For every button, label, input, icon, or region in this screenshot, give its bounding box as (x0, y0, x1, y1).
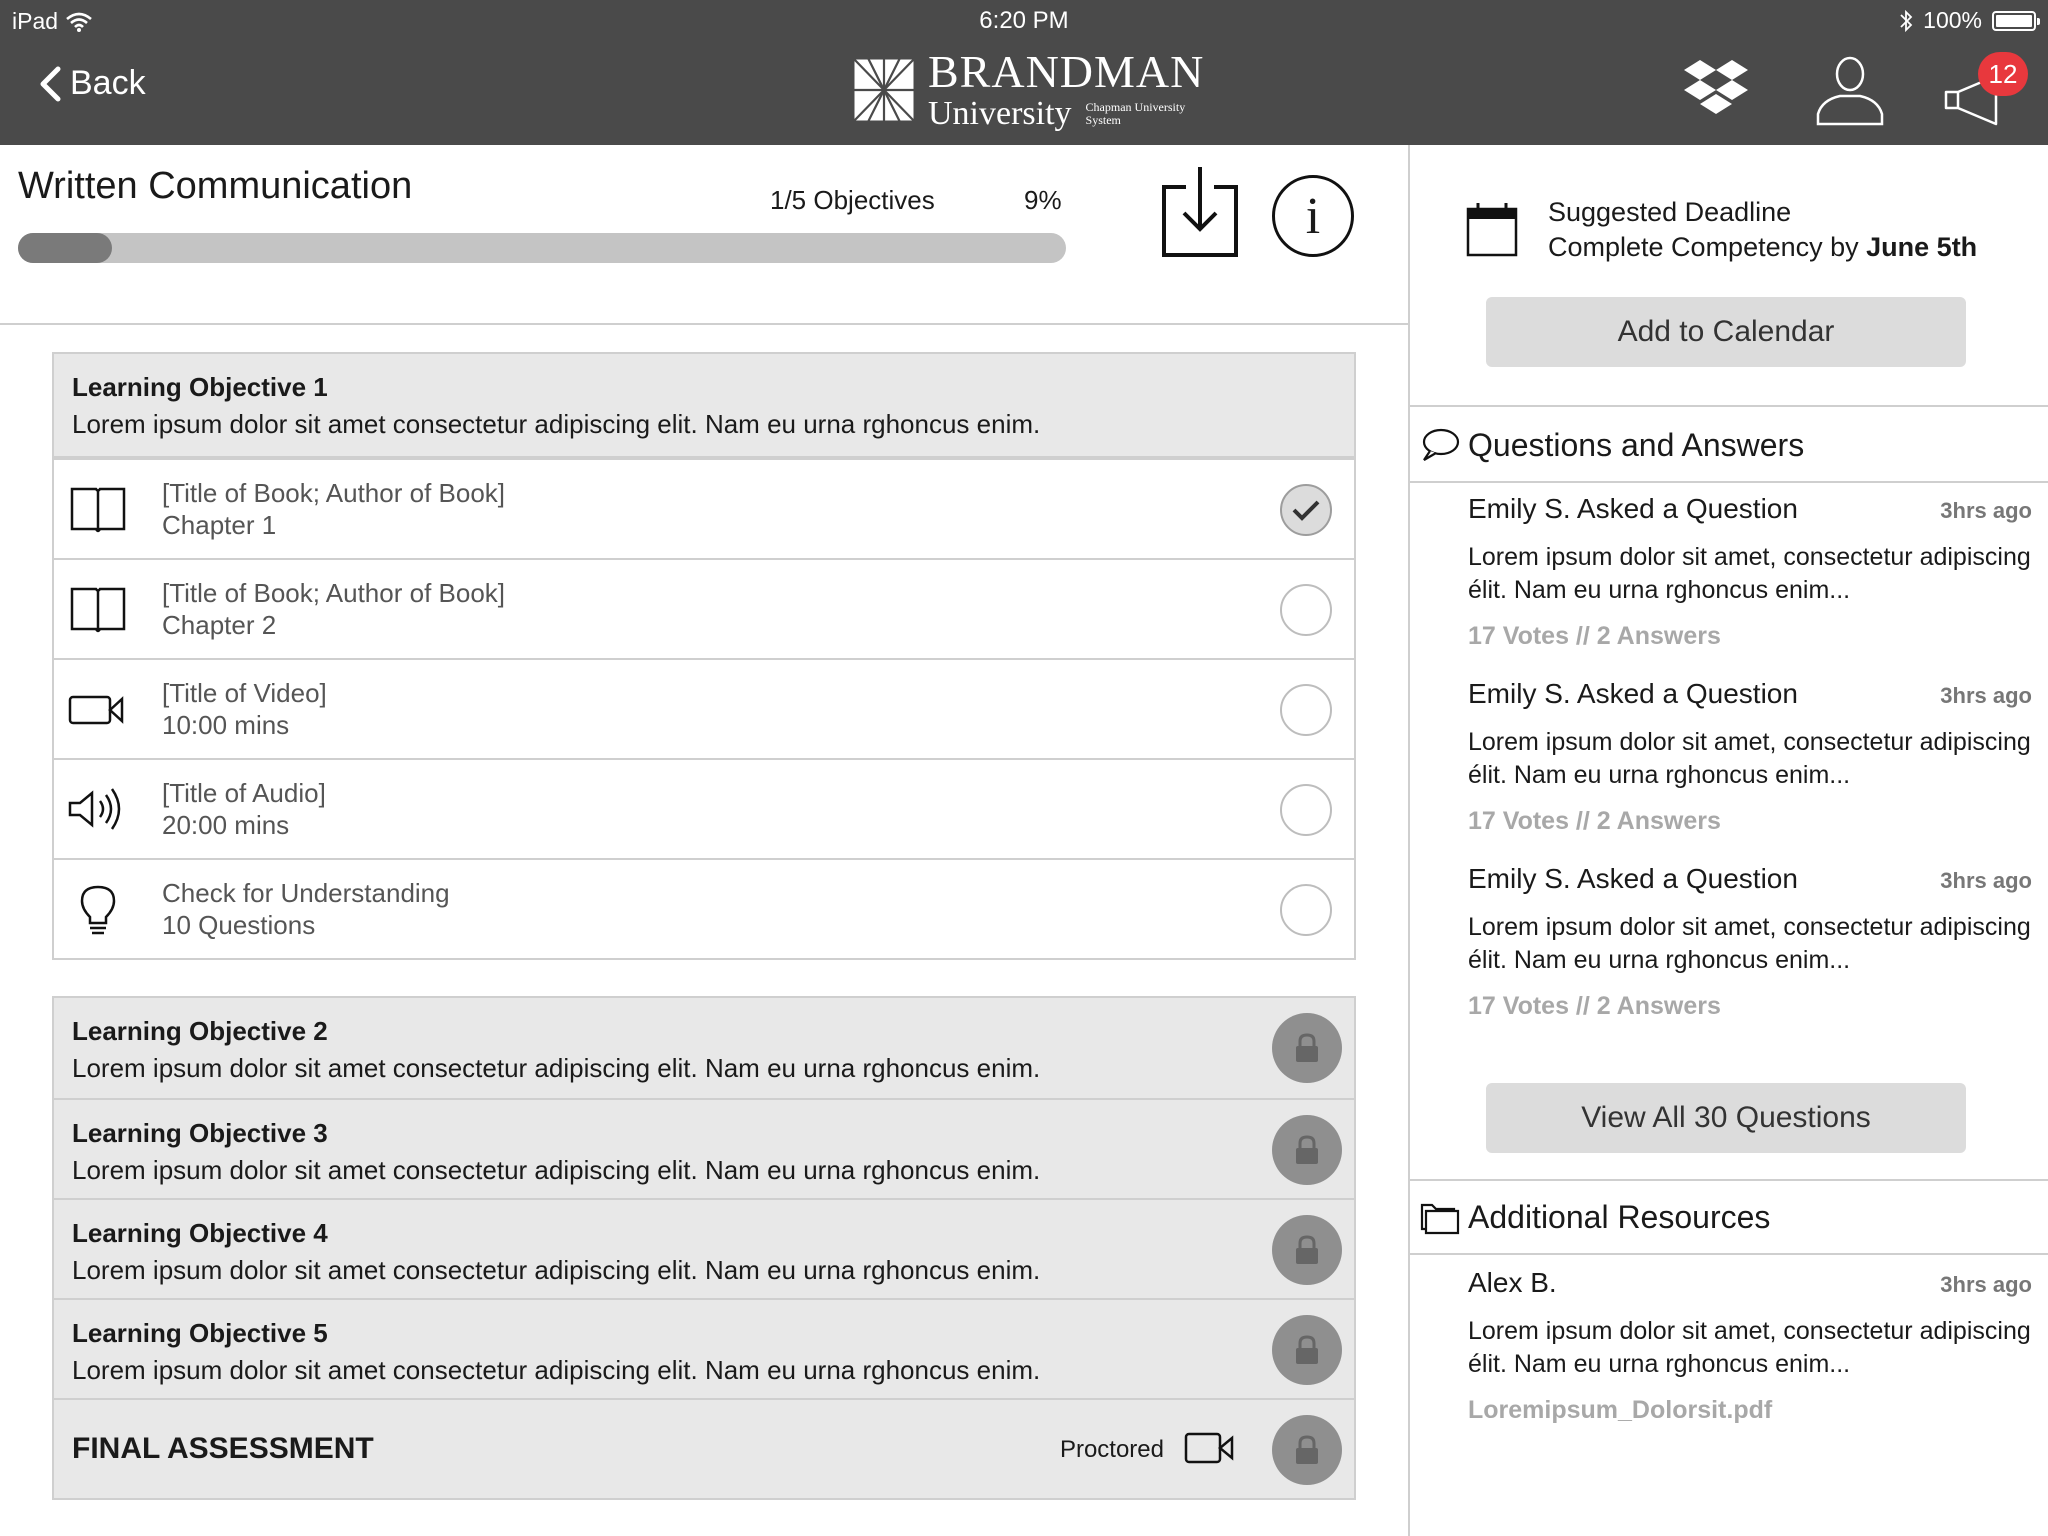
status-bar-right (1899, 7, 2036, 34)
completion-check[interactable] (1280, 484, 1332, 536)
download-button[interactable] (1160, 165, 1240, 259)
qa-author: Emily S. Asked a Question (1468, 678, 1798, 709)
completion-check[interactable] (1280, 584, 1332, 636)
qa-time: 3hrs ago (1940, 868, 2032, 893)
item-subtitle: 10 Questions (162, 910, 316, 940)
completion-check[interactable] (1280, 684, 1332, 736)
objective-title: Learning Objective 1 (72, 372, 328, 402)
chevron-left-icon (38, 66, 62, 102)
resource-file-link[interactable]: Loremipsum_Dolorsit.pdf (1468, 1396, 1773, 1424)
status-time: 6:20 PM (979, 7, 1069, 34)
resource-author: Alex B. (1468, 1267, 1557, 1298)
objective-description: Lorem ipsum dolor sit amet consectetur adipiscing elit. Nam eu urna rghoncus enim. (72, 1355, 1041, 1385)
audio-icon (66, 777, 130, 841)
completion-check[interactable] (1280, 784, 1332, 836)
qa-body: Lorem ipsum dolor sit amet, consectetur adipiscing élit. Nam eu urna rghoncus enim... (1468, 728, 2031, 789)
qa-item[interactable] (1468, 678, 2032, 836)
battery-percent: 100% (1923, 7, 1982, 33)
objective-card-1 (52, 352, 1356, 960)
lock-icon (1294, 1434, 1320, 1466)
objective-description: Lorem ipsum dolor sit amet consectetur adipiscing elit. Nam eu urna rghoncus enim. (72, 1255, 1041, 1285)
locked-objectives-list (52, 996, 1356, 1500)
right-panel (1410, 145, 2048, 1536)
lock-badge (1272, 1215, 1342, 1285)
folder-icon (1420, 1199, 1460, 1235)
objective-title: Learning Objective 2 (72, 1016, 328, 1046)
deadline-heading: Suggested Deadline (1548, 197, 1792, 227)
list-item-video[interactable] (54, 658, 1354, 758)
bluetooth-icon (1899, 9, 1913, 33)
qa-time: 3hrs ago (1940, 498, 2032, 523)
list-item-audio[interactable] (54, 758, 1354, 858)
checkmark-icon (1291, 498, 1321, 522)
qa-meta: 17 Votes // 2 Answers (1468, 992, 1721, 1020)
resource-body: Lorem ipsum dolor sit amet, consectetur adipiscing élit. Nam eu urna rghoncus enim... (1468, 1317, 2031, 1378)
brandman-logo (852, 46, 1205, 132)
list-item-check-understanding[interactable] (54, 858, 1354, 958)
logo-subtitle-line1: Chapman University (1085, 99, 1186, 114)
final-assessment-title: FINAL ASSESSMENT (72, 1432, 374, 1465)
resource-item[interactable] (1468, 1267, 2032, 1425)
video-camera-icon (1184, 1430, 1236, 1466)
battery-icon (1992, 11, 2036, 31)
item-title: [Title of Video] (162, 677, 327, 708)
qa-body: Lorem ipsum dolor sit amet, consectetur adipiscing élit. Nam eu urna rghoncus enim... (1468, 543, 2031, 604)
speech-bubble-icon (1420, 427, 1460, 463)
objective-title: Learning Objective 5 (72, 1318, 328, 1348)
download-icon (1160, 165, 1240, 259)
deadline-prefix: Complete Competency by (1548, 232, 1867, 263)
qa-author: Emily S. Asked a Question (1468, 493, 1798, 524)
list-item-book-2[interactable] (54, 558, 1354, 658)
objectives-list (52, 352, 1356, 1500)
qa-title: Questions and Answers (1468, 426, 1805, 463)
objective-description: Lorem ipsum dolor sit amet consectetur adipiscing elit. Nam eu urna rghoncus enim. (72, 1155, 1041, 1185)
lock-badge (1272, 1315, 1342, 1385)
top-bar (0, 0, 2048, 145)
item-title: [Title of Audio] (162, 777, 326, 808)
view-all-questions-button[interactable]: View All 30 Questions (1486, 1083, 1966, 1153)
locked-objective-5[interactable] (54, 1298, 1354, 1398)
lock-icon (1294, 1334, 1320, 1366)
device-label: iPad (12, 8, 59, 34)
back-button[interactable] (38, 64, 146, 103)
announcements-button[interactable] (1938, 52, 2028, 128)
qa-time: 3hrs ago (1940, 683, 2032, 708)
proctored-label: Proctored (1059, 1436, 1164, 1463)
objective-description: Lorem ipsum dolor sit amet consectetur adipiscing elit. Nam eu urna rghoncus enim. (72, 409, 1041, 439)
resources-section-header (1410, 1181, 2048, 1255)
lightbulb-icon (66, 877, 130, 941)
item-subtitle: 20:00 mins (162, 810, 290, 840)
book-icon (66, 477, 130, 541)
objective-title: Learning Objective 4 (72, 1218, 328, 1248)
dropbox-button[interactable] (1678, 52, 1754, 128)
progress-bar-fill (18, 233, 112, 263)
lock-badge (1272, 1115, 1342, 1185)
course-header (0, 145, 1408, 325)
final-assessment-row[interactable] (54, 1398, 1354, 1498)
item-title: [Title of Book; Author of Book] (162, 477, 506, 508)
user-icon (1812, 52, 1888, 128)
list-item-book-1[interactable] (54, 458, 1354, 558)
progress-bar (18, 233, 1066, 263)
objective-description: Lorem ipsum dolor sit amet consectetur adipiscing elit. Nam eu urna rghoncus enim. (72, 1053, 1041, 1083)
deadline-section (1410, 145, 2048, 407)
locked-objective-2[interactable] (54, 998, 1354, 1098)
calendar-icon (1466, 201, 1518, 257)
lock-badge (1272, 1415, 1342, 1485)
resource-time: 3hrs ago (1940, 1272, 2032, 1297)
add-to-calendar-button[interactable]: Add to Calendar (1486, 297, 1966, 367)
qa-section-header (1410, 409, 2048, 483)
qa-item[interactable] (1468, 863, 2032, 1021)
deadline-text (1548, 195, 1977, 265)
logo-subtitle (1086, 101, 1186, 131)
book-icon (66, 577, 130, 641)
objective-header[interactable] (54, 354, 1354, 458)
qa-author: Emily S. Asked a Question (1468, 863, 1798, 894)
course-title: Written Communication (18, 165, 413, 207)
item-title: Check for Understanding (162, 877, 450, 908)
deadline-date: June 5th (1866, 232, 1978, 263)
qa-item[interactable] (1468, 493, 2032, 651)
locked-objective-4[interactable] (54, 1198, 1354, 1298)
dropbox-icon (1678, 52, 1754, 128)
logo-subtitle-line2: System (1085, 112, 1121, 127)
qa-meta: 17 Votes // 2 Answers (1468, 807, 1721, 835)
notification-badge: 12 (1978, 52, 2028, 96)
qa-body: Lorem ipsum dolor sit amet, consectetur adipiscing élit. Nam eu urna rghoncus enim... (1468, 913, 2031, 974)
lock-icon (1294, 1032, 1320, 1064)
item-subtitle: Chapter 2 (162, 610, 277, 640)
progress-percent: 9% (1024, 185, 1062, 215)
locked-objective-3[interactable] (54, 1098, 1354, 1198)
logo-mark-icon (852, 57, 916, 123)
info-icon: i (1305, 187, 1321, 245)
objectives-count: 1/5 Objectives (770, 185, 935, 215)
back-label: Back (70, 64, 146, 102)
profile-button[interactable] (1812, 52, 1888, 128)
qa-meta: 17 Votes // 2 Answers (1468, 622, 1721, 650)
video-icon (66, 677, 130, 741)
item-subtitle: Chapter 1 (162, 510, 277, 540)
resources-title: Additional Resources (1468, 1198, 1771, 1235)
item-subtitle: 10:00 mins (162, 710, 290, 740)
objective-title: Learning Objective 3 (72, 1118, 328, 1148)
lock-icon (1294, 1234, 1320, 1266)
logo-brand-text: BRANDMAN (928, 46, 1205, 97)
lock-icon (1294, 1134, 1320, 1166)
info-button[interactable] (1272, 175, 1354, 257)
logo-university-text: University (928, 95, 1072, 132)
completion-check[interactable] (1280, 884, 1332, 936)
lock-badge (1272, 1013, 1342, 1083)
item-title: [Title of Book; Author of Book] (162, 577, 506, 608)
